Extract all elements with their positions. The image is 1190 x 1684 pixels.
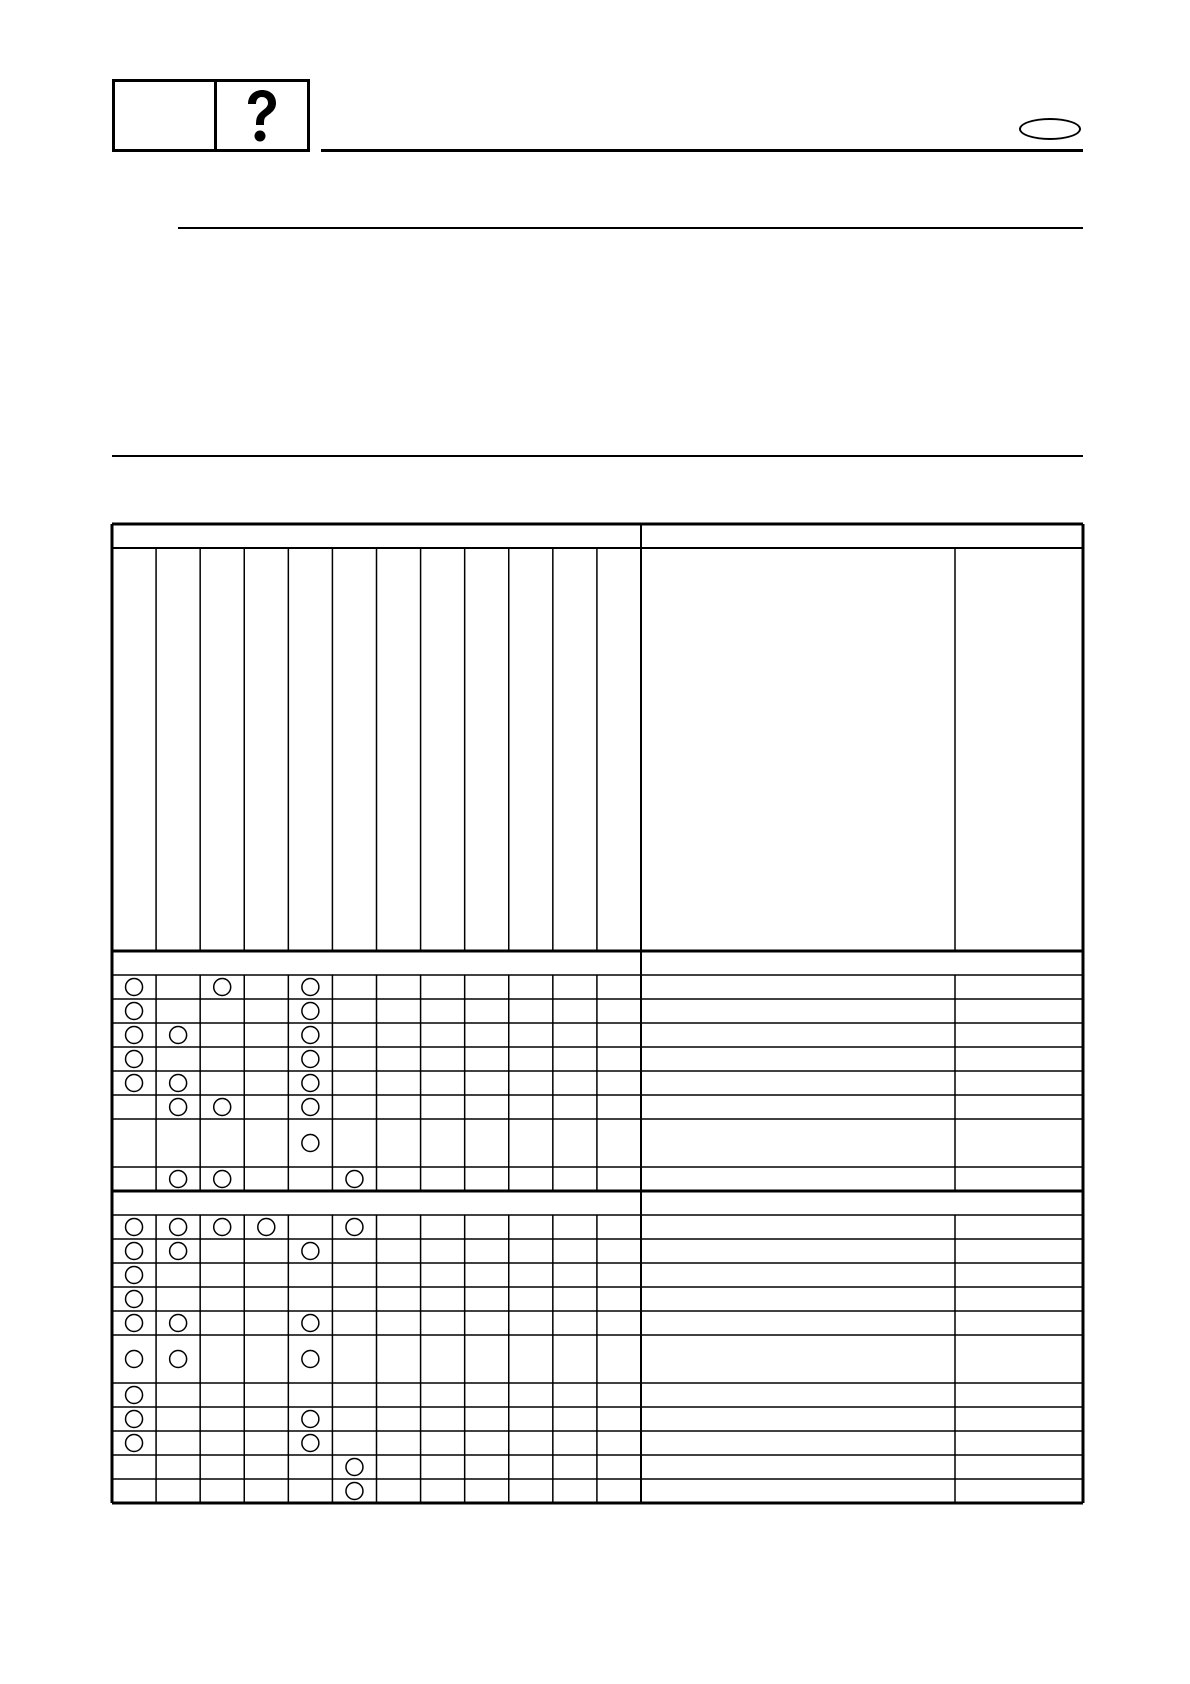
cause-mark-circle	[302, 1075, 319, 1092]
cause-mark-circle	[126, 1291, 143, 1308]
cause-mark-circle	[302, 1003, 319, 1020]
cause-mark-circle	[126, 1051, 143, 1068]
cause-mark-circle	[302, 1051, 319, 1068]
cause-mark-circle	[346, 1483, 363, 1500]
cause-mark-circle	[302, 1099, 319, 1116]
cause-mark-circle	[126, 1219, 143, 1236]
cause-mark-circle	[170, 1315, 187, 1332]
cause-mark-circle	[302, 1315, 319, 1332]
cause-mark-circle	[302, 979, 319, 996]
cause-mark-circle	[214, 1171, 231, 1188]
cause-mark-circle	[170, 1219, 187, 1236]
cause-mark-circle	[302, 1027, 319, 1044]
cause-mark-circle	[214, 1219, 231, 1236]
cause-mark-circle	[170, 1075, 187, 1092]
cause-mark-circle	[170, 1027, 187, 1044]
cause-mark-circle	[170, 1243, 187, 1260]
cause-mark-circle	[346, 1219, 363, 1236]
cause-mark-circle	[302, 1243, 319, 1260]
cause-mark-circle	[346, 1171, 363, 1188]
cause-mark-circle	[302, 1411, 319, 1428]
cause-mark-circle	[126, 1435, 143, 1452]
cause-mark-circle	[302, 1135, 319, 1152]
cause-mark-circle	[214, 1099, 231, 1116]
cause-mark-circle	[126, 1243, 143, 1260]
cause-mark-circle	[346, 1459, 363, 1476]
cause-mark-circle	[126, 1075, 143, 1092]
cause-mark-circle	[126, 1027, 143, 1044]
cause-mark-circle	[126, 1267, 143, 1284]
cause-mark-circle	[126, 979, 143, 996]
cause-mark-circle	[126, 1387, 143, 1404]
cause-mark-circle	[170, 1171, 187, 1188]
cause-mark-circle	[302, 1435, 319, 1452]
cause-mark-circle	[302, 1351, 319, 1368]
cause-mark-circle	[126, 1351, 143, 1368]
cause-mark-circle	[126, 1411, 143, 1428]
cause-mark-circle	[258, 1219, 275, 1236]
cause-mark-circle	[214, 979, 231, 996]
cause-mark-circle	[170, 1351, 187, 1368]
cause-mark-circle	[170, 1099, 187, 1116]
cause-mark-circle	[126, 1315, 143, 1332]
cause-mark-circle	[126, 1003, 143, 1020]
